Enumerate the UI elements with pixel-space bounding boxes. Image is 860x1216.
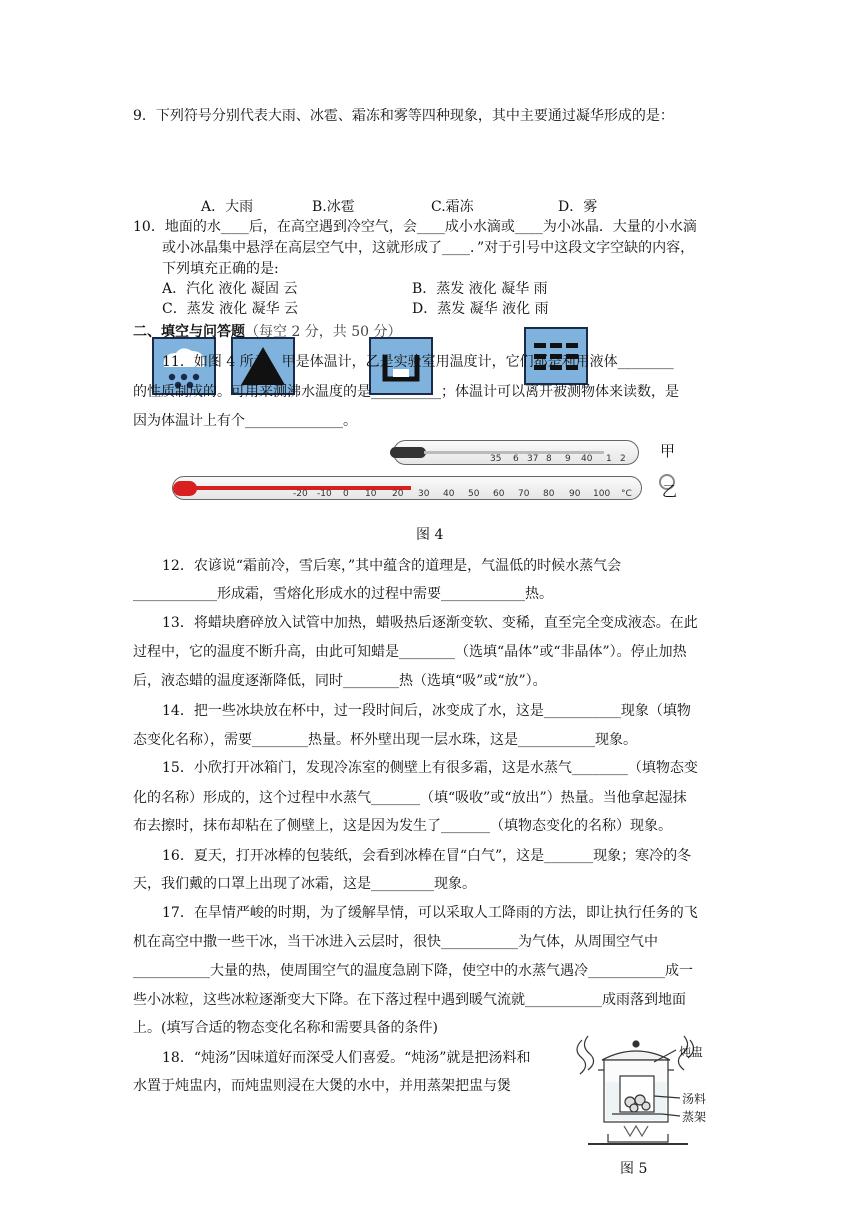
q18-line2: 水置于炖盅内，而炖盅则浸在大煲的水中，并用蒸架把盅与煲 — [133, 1078, 511, 1094]
q9-stem: 9．下列符号分别代表大雨、冰雹、霜冻和雾等四种现象，其中主要通过凝华形成的是： — [133, 108, 674, 124]
clinical-thermometer — [393, 440, 639, 465]
q13-line3: 后，液态蜡的温度逐渐降低，同时________热（选填“吸”或“放”）。 — [133, 673, 547, 689]
q14-line1: 14．把一些冰块放在杯中，过一段时间后，冰变成了水，这是___________现象（填物 — [162, 703, 691, 719]
q11-line2: 的性质制成的。可用来测沸水温度的是__________；体温计可以离开被测物体来读数，是 — [133, 384, 679, 400]
q13-line2: 过程中，它的温度不断升高，由此可知蜡是________（选填“晶体”或“非晶体”）。停止加热 — [133, 644, 687, 660]
q13-line1: 13．将蜡块磨碎放入试管中加热，蜡吸热后逐渐变软、变稀，直至完全变成液态。在此 — [162, 615, 698, 631]
label-yi: 乙 — [662, 482, 678, 500]
yi-tick: 60 — [493, 489, 505, 499]
q9-option-d: D．雾 — [558, 199, 598, 215]
fig5-caption: 图 5 — [620, 1161, 648, 1177]
yi-tick: 20 — [392, 489, 404, 499]
jia-tick: 9 — [565, 454, 571, 464]
label-dunzhong: 炖盅 — [679, 1045, 704, 1059]
q10-option-d: D．蒸发 凝华 液化 雨 — [412, 301, 549, 317]
fig4-caption: 图 4 — [416, 527, 444, 543]
q17-line5: 上。(填写合适的物态变化名称和需要具备的条件) — [133, 1020, 438, 1036]
jia-tick: 35 — [490, 454, 502, 464]
yi-tick: 10 — [365, 489, 377, 499]
section-heading — [133, 322, 402, 342]
yi-tick: 0 — [343, 489, 349, 499]
yi-tick: 80 — [543, 489, 555, 499]
yi-tick: 90 — [569, 489, 581, 499]
label-zhengjia: 蒸架 — [682, 1110, 707, 1124]
yi-tick: 40 — [443, 489, 455, 499]
q17-line4: 些小冰粒，这些冰粒逐渐变大下降。在下落过程中遇到暖气流就___________成雨落到地面 — [133, 992, 686, 1008]
q12-line2: ____________形成霜，雪熔化形成水的过程中需要____________热。 — [133, 586, 553, 602]
q15-line1: 15．小欣打开冰箱门，发现冷冻室的侧壁上有很多霜，这是水蒸气________（填物态变 — [162, 760, 698, 776]
q16-line1: 16．夏天，打开冰棒的包装纸，会看到冰棒在冒“白气”，这是_______现象；寒冷的冬 — [162, 848, 692, 864]
lab-thermometer — [172, 476, 642, 500]
yi-tick: -20 — [293, 489, 308, 499]
q17-line3: ___________大量的热，使周围空气的温度急剧下降，使空中的水蒸气遇冷___________成一 — [133, 963, 693, 979]
yi-tick: °C — [621, 489, 632, 499]
q10-line2: 或小冰晶集中悬浮在高层空气中，这就形成了____．”对于引号中这段文字空缺的内容， — [162, 240, 695, 256]
jia-tick: 2 — [620, 454, 626, 464]
q9-option-c: C.霜冻 — [431, 199, 474, 215]
yi-tick: 30 — [418, 489, 430, 499]
yi-tick: 70 — [518, 489, 530, 499]
q11-line3: 因为体温计上有个______________。 — [133, 413, 357, 429]
q17-line2: 机在高空中撒一些干冰，当干冰进入云层时，很快___________为气体，从周围空气中 — [133, 934, 658, 950]
q10-option-c: C．蒸发 液化 凝华 云 — [162, 301, 299, 317]
q18-line1: 18．“炖汤”因味道好而深受人们喜爱。“炖汤”就是把汤料和 — [162, 1050, 531, 1066]
q12-line1: 12．农谚说“霜前冷，雪后寒，”其中蕴含的道理是，气温低的时候水蒸气会 — [162, 558, 622, 574]
yi-tick: 50 — [468, 489, 480, 499]
jia-tick: 37 — [527, 454, 539, 464]
jia-tick: 1 — [606, 454, 612, 464]
q10-line1: 10．地面的水____后，在高空遇到冷空气，会____成小水滴或____为小冰晶．大量的小水滴 — [133, 219, 697, 235]
section-title: 二、填空与问答题 — [133, 324, 245, 340]
label-jia: 甲 — [660, 442, 676, 460]
jia-tick: 40 — [581, 454, 593, 464]
section-note: （每空 2 分，共 50 分） — [245, 324, 402, 340]
q15-line2: 化的名称）形成的，这个过程中水蒸气_______（填“吸收”或“放出”）热量。当他拿起湿抹 — [133, 790, 687, 806]
q10-option-b: B．蒸发 液化 凝华 雨 — [412, 281, 548, 297]
q16-line2: 天，我们戴的口罩上出现了冰霜，这是_________现象。 — [133, 876, 476, 892]
q10-option-a: A．汽化 液化 凝固 云 — [162, 281, 298, 297]
q10-line3: 下列填充正确的是: — [162, 261, 279, 277]
q9-option-b: B.冰雹 — [312, 199, 355, 215]
yi-tick: 100 — [593, 489, 611, 499]
q15-line3: 布去擦时，抹布却粘在了侧壁上，这是因为发生了_______（填物态变化的名称）现象。 — [133, 818, 672, 834]
jia-tick: 6 — [513, 454, 519, 464]
q17-line1: 17．在旱情严峻的时期，为了缓解旱情，可以采取人工降雨的方法，即让执行任务的飞 — [162, 905, 698, 921]
clinical-thermometer-bulb — [390, 447, 426, 458]
label-tangliao: 汤料 — [682, 1092, 707, 1106]
jia-tick: 8 — [546, 454, 552, 464]
yi-tick: -10 — [317, 489, 332, 499]
q11-line1: 11．如图 4 所示，甲是体温计，乙是实验室用温度计，它们都是利用液体________ — [162, 354, 674, 370]
q9-option-a: A．大雨 — [201, 199, 254, 215]
q14-line2: 态变化名称），需要________热量。杯外壁出现一层水珠，这是___________现象。 — [133, 732, 637, 748]
